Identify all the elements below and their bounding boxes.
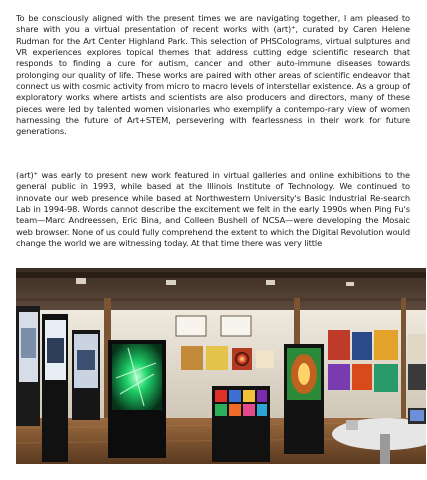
history-paragraph: (art)⁺ was early to present new work featured in virtual galleries and online exhibitions to the general public in 1993, while based at the Illinois Institute of Technology. We continued to innovate our web presence while based at Northwestern University's Basic Industrial Re-search Lab in 1994-98. Words cannot describe the excitement we felt in the early 1990s when Ping Fu's team—Marc Andreessen, Eric Bina, and Colleen Bushell of NCSA—were developing the Mosaic web browser. None of us could fully comprehend the extent to which the Digital Revolution would change the world we are witnessing today. At that time there was very little	[16, 170, 410, 249]
gallery-panorama	[16, 268, 426, 464]
gallery-photo	[16, 268, 426, 464]
intro-paragraph: To be consciously aligned with the present times we are navigating together, I am pleased to share with you a virtual presentation of recent works with (art)⁺, curated by Caren Helene Rudman for the Art Center Highland Park. This selection of PHSColograms, virtual sulptures and VR experiences explores topical themes that address cutting edge scientific research that responds to finding a cure for autism, cancer and other auto-immune diseases towards prolonging our quality of life. These works are paired with other areas of scientific endeavor that connect us with cosmic activity from micro to macro levels of interstellar existence. As a group of exploratory works where artists and scientists are also producers and directors, many of these pieces were led by talented women visionaries who exemplify a contempo-rary view of women harnessing the future of Art+STEM, persevering with fearlessness in their work for future generations.	[16, 13, 410, 137]
